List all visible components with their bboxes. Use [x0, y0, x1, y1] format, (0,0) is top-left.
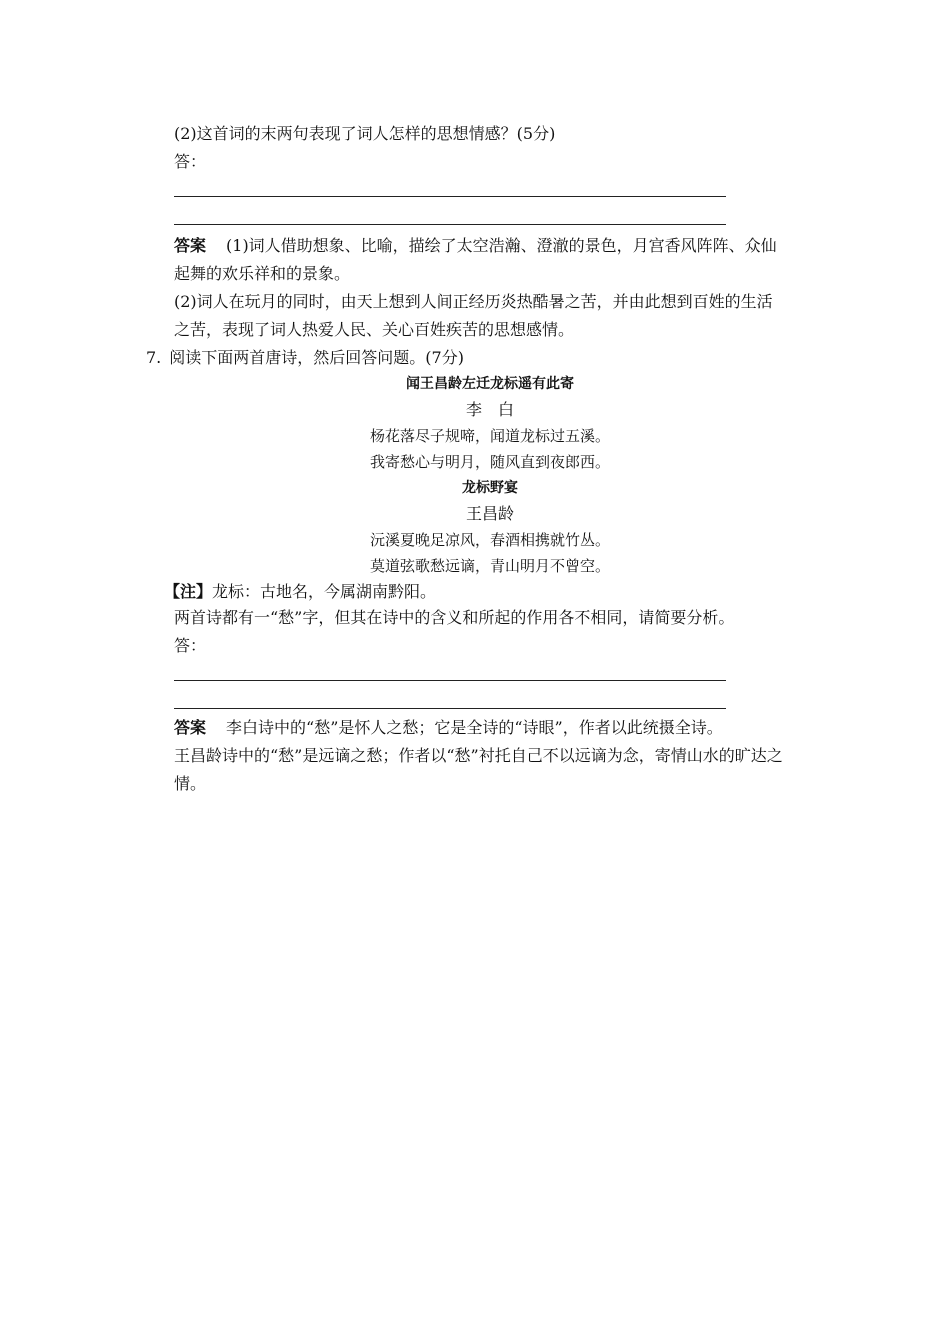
poem1-title: 闻王昌龄左迁龙标遥有此寄: [406, 376, 574, 392]
poem2-author: 王昌龄: [465, 504, 514, 523]
q7-number: 7.: [146, 348, 162, 367]
q6-answer-part2-line1: (2)词人在玩月的同时，由天上想到人间正经历炎热酷暑之苦，并由此想到百姓的生活: [174, 292, 773, 311]
answer-line: [174, 708, 726, 709]
poem2-line-2: 莫道弦歌愁远谪，青山明月不曾空。: [369, 557, 610, 575]
q6-part2-question: (2)这首词的末两句表现了词人怎样的思想情感？(5分): [174, 124, 556, 143]
q6-answer-part1-line1: (1)词人借助想象、比喻，描绘了太空浩瀚、澄澈的景色，月宫香风阵阵、众仙: [226, 236, 777, 255]
q6-answer-part2-line2: 之苦，表现了词人热爱人民、关心百姓疾苦的思想感情。: [174, 320, 575, 339]
q7-note: [164, 582, 436, 602]
q7-answer-text-3: 情。: [174, 774, 207, 793]
answer-line: [174, 196, 726, 197]
q6-answer-label: 答案: [174, 236, 207, 255]
note-label: 【注】: [164, 582, 213, 601]
note-text: 龙标：古地名，今属湖南黔阳。: [212, 582, 437, 601]
q7-answer-label: 答案: [174, 718, 207, 737]
poem1-line-1: 杨花落尽子规啼，闻道龙标过五溪。: [369, 427, 610, 445]
answer-line: [174, 224, 726, 225]
poem2-title: 龙标野宴: [462, 480, 518, 496]
poem1-author: 李 白: [465, 400, 514, 419]
q6-answer-prompt: 答：: [174, 152, 207, 171]
q7-answer-text-1: 李白诗中的“愁”是怀人之愁；它是全诗的“诗眼”，作者以此统摄全诗。: [226, 718, 723, 737]
q6-answer-line-1: [174, 236, 777, 256]
poem1-line-2: 我寄愁心与明月，随风直到夜郎西。: [369, 453, 610, 471]
poem2-line-1: 沅溪夏晚足凉风，春酒相携就竹丛。: [369, 531, 610, 549]
q7-question: 两首诗都有一“愁”字，但其在诗中的含义和所起的作用各不相同，请简要分析。: [174, 608, 735, 627]
answer-line: [174, 680, 726, 681]
q7-prompt: 阅读下面两首唐诗，然后回答问题。(7分): [169, 348, 464, 367]
q7-answer-prompt: 答：: [174, 636, 207, 655]
q7-prompt-line: [146, 348, 464, 368]
q6-answer-part1-line2: 起舞的欢乐祥和的景象。: [174, 264, 351, 283]
q7-answer-line-1: [174, 718, 723, 738]
q7-answer-text-2: 王昌龄诗中的“愁”是远谪之愁；作者以“愁”衬托自己不以远谪为念，寄情山水的旷达之: [174, 746, 783, 765]
